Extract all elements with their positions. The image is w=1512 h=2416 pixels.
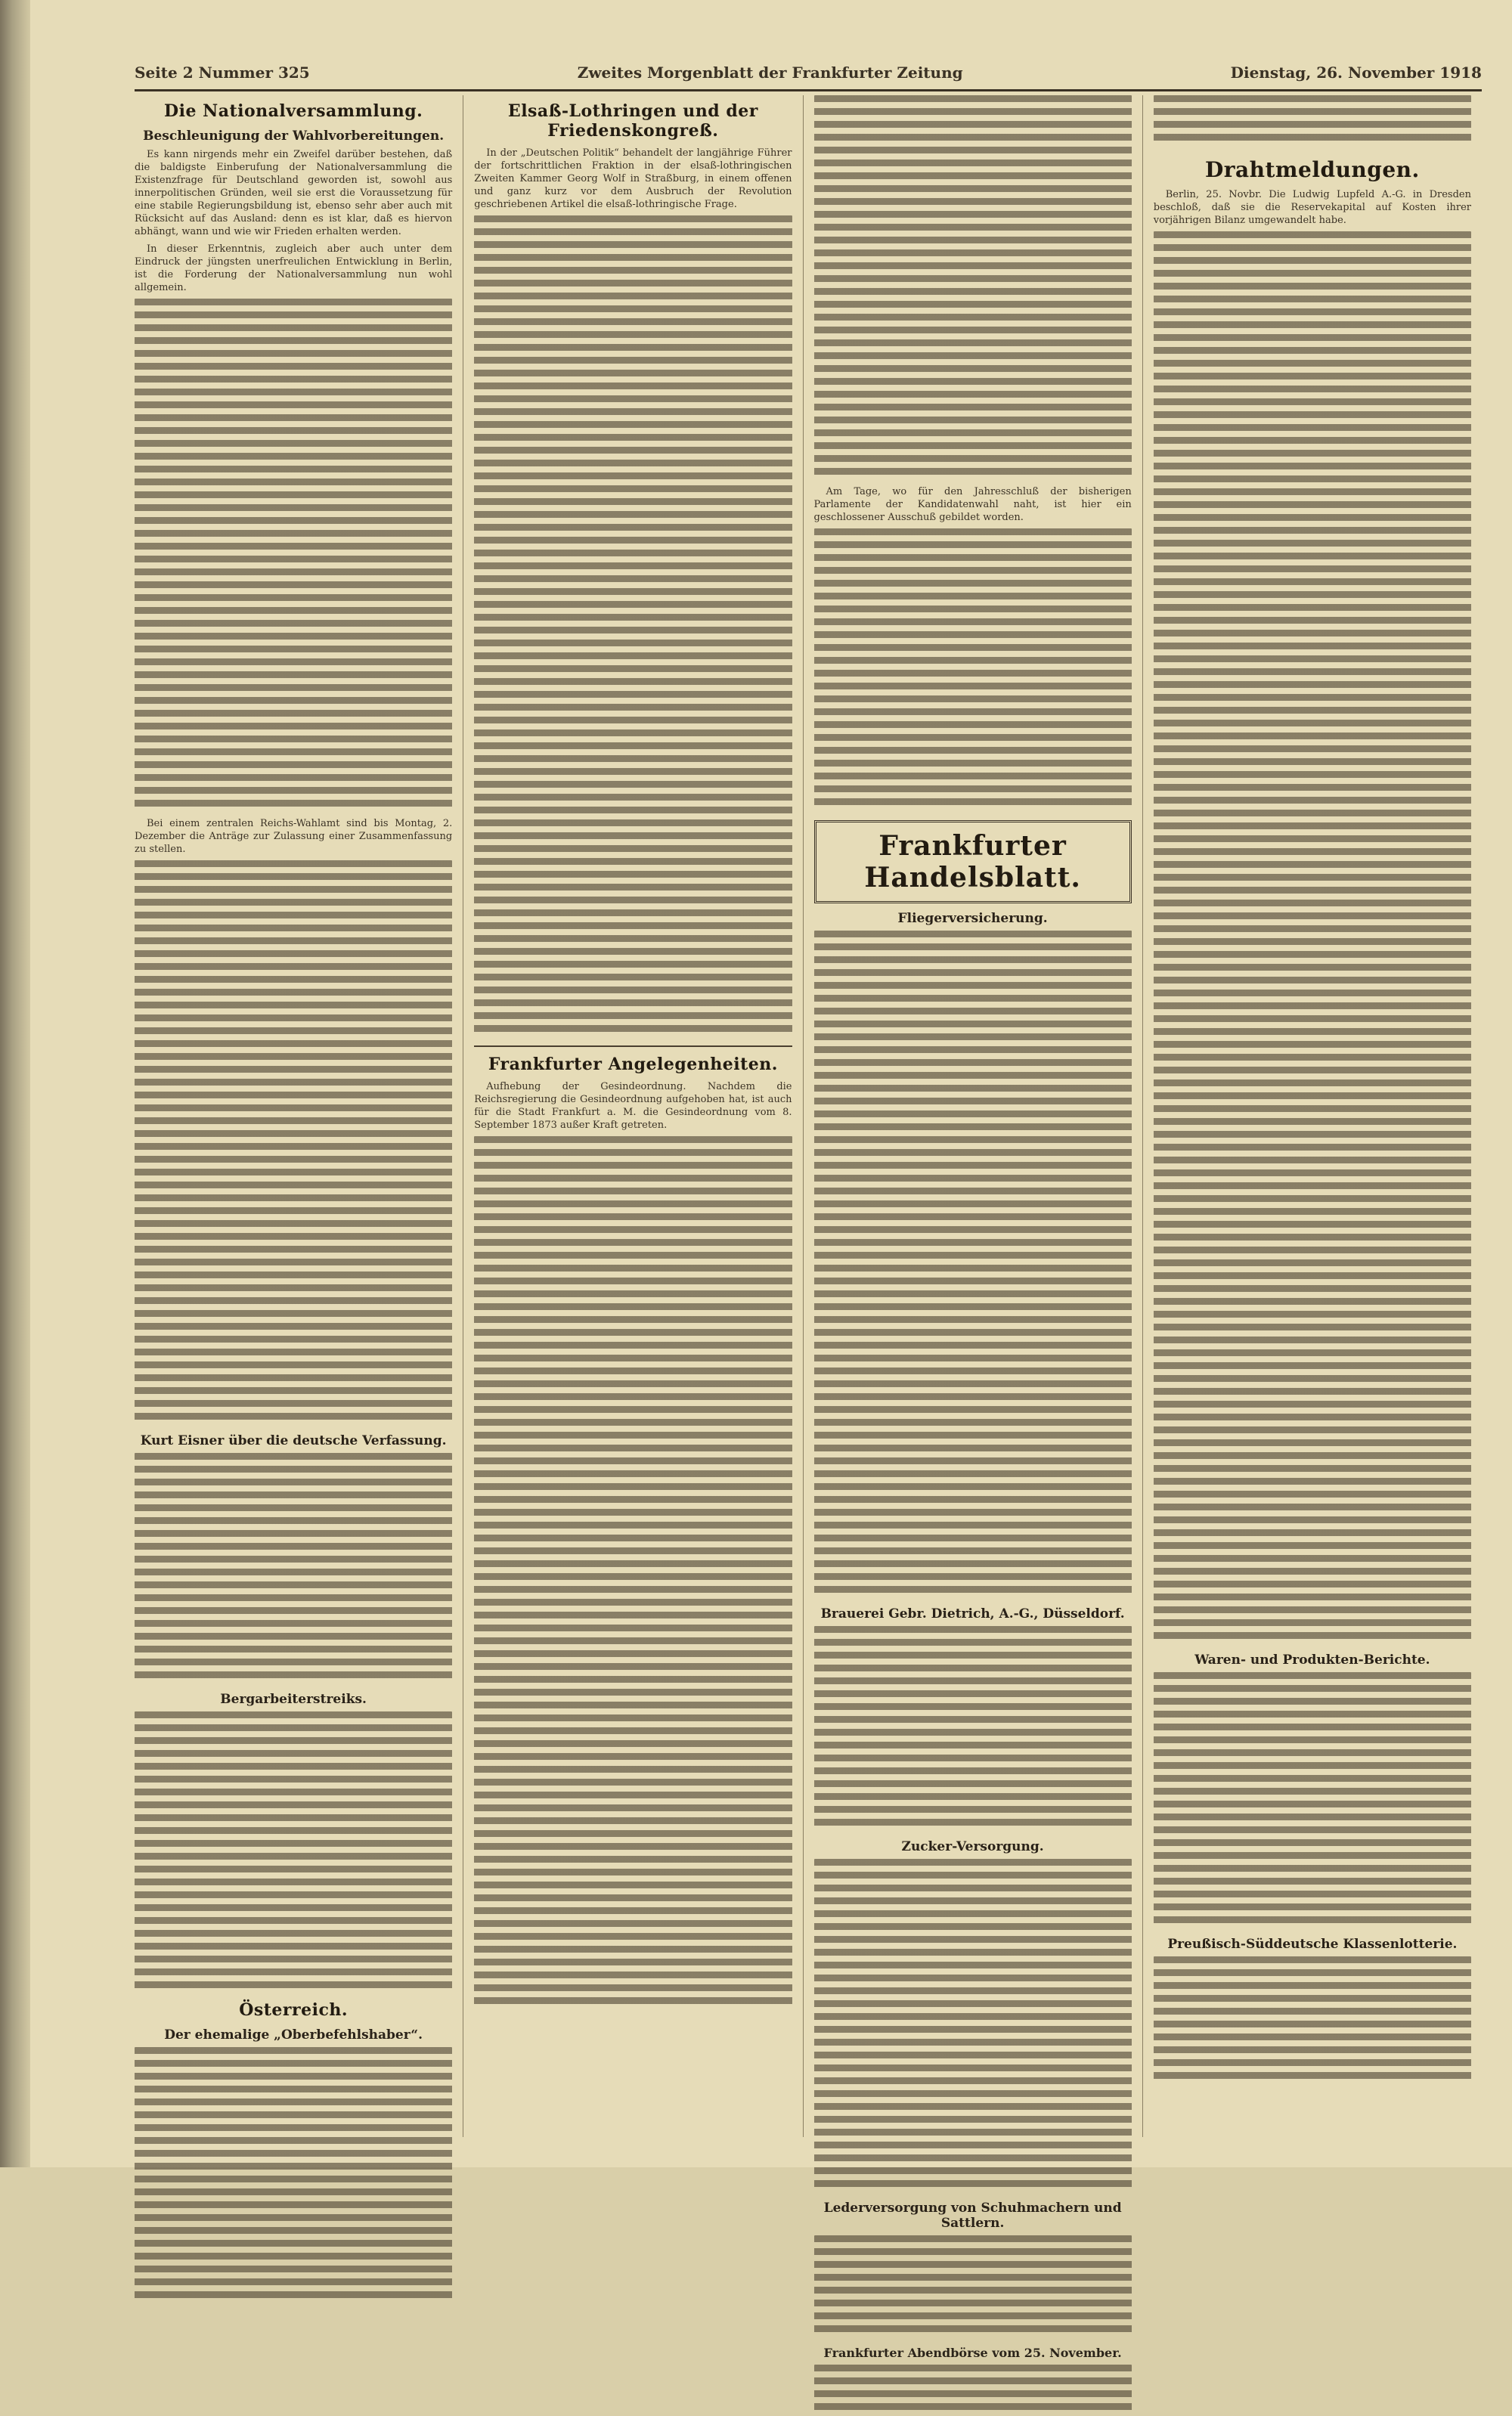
section-divider bbox=[474, 1045, 792, 1047]
text-block bbox=[814, 95, 1132, 481]
article-paragraph: Berlin, 25. Novbr. Die Ludwig Lupfeld A.-G. in Dresden beschloß, daß sie die Reservekapital auf Kosten ihrer vorjährigen Bilanz umgewandelt habe. bbox=[1153, 189, 1471, 226]
section-banner: Frankfurter Handelsblatt. bbox=[814, 820, 1132, 903]
text-block bbox=[474, 1136, 792, 2010]
article-paragraph: In dieser Erkenntnis, zugleich aber auch unter dem Eindruck der jüngsten unerfreulichen Entwicklung in Berlin, ist die Forderung der Nationalversammlung nun wohl allgemein. bbox=[135, 243, 453, 293]
section-subheading: Kurt Eisner über die deutsche Verfassung. bbox=[140, 1433, 447, 1448]
section-subheading: Beschleunigung der Wahlvorbereitungen. bbox=[143, 129, 445, 144]
section-subheading: Zucker-Versorgung. bbox=[901, 1839, 1044, 1854]
article-paragraph: Es kann nirgends mehr ein Zweifel darüber bestehen, daß die baldigste Einberufung der Nationalversammlung die Existenzfrage für Deutschland geworden ist, sowohl aus innerpolitischen Gründen, weil sie erst die Voraussetzung für eine stabile Regierungsbildung ist, ebenso sehr aber auch mit Rücksicht auf das Ausland: denn es ist klar, daß es hiervon abhängt, wann und wie wir Frieden erhalten werden. bbox=[135, 149, 453, 237]
section-heading: Elsaß-Lothringen und der Friedenskongreß. bbox=[507, 101, 758, 141]
text-block bbox=[135, 1711, 452, 1994]
text-block bbox=[474, 215, 792, 1038]
text-block bbox=[814, 931, 1132, 1599]
text-block bbox=[814, 2365, 1132, 2416]
header-page-number: Seite 2 Nummer 325 bbox=[135, 63, 310, 82]
text-block bbox=[814, 528, 1132, 811]
section-heading: Die Nationalversammlung. bbox=[164, 101, 423, 121]
text-block bbox=[814, 1859, 1132, 2193]
text-block bbox=[1154, 231, 1471, 1645]
text-block bbox=[1154, 1956, 1471, 2085]
column-1 bbox=[135, 95, 463, 2137]
text-block bbox=[135, 299, 452, 813]
section-subheading: Fliegerversicherung. bbox=[897, 911, 1048, 926]
text-block bbox=[814, 1626, 1132, 1832]
header-date: Dienstag, 26. November 1918 bbox=[1230, 63, 1482, 82]
section-heading: Österreich. bbox=[239, 2000, 349, 2020]
section-subheading: Lederversorgung von Schuhmachern und Sattlern. bbox=[823, 2201, 1122, 2231]
article-paragraph: In der „Deutschen Politik“ behandelt der langjährige Führer der fortschrittlichen Fraktion in der elsaß-lothringischen Zweiten Kammer Georg Wolf in Straßburg, in einem offenen und ganz kurz vor dem Ausbruch der Revolution geschriebenen Artikel die elsaß-lothringische Frage. bbox=[474, 147, 792, 210]
text-block bbox=[135, 1453, 452, 1684]
text-block bbox=[814, 2235, 1132, 2338]
column-2 bbox=[463, 95, 802, 2137]
section-heading: Drahtmeldungen. bbox=[1204, 157, 1420, 182]
text-block bbox=[1154, 95, 1471, 147]
article-paragraph: Am Tage, wo für den Jahresschluß der bisherigen Parlamente der Kandidatenwahl naht, ist hier ein geschlossener Ausschuß gebildet worden. bbox=[813, 486, 1132, 523]
text-block bbox=[1154, 1672, 1471, 1929]
section-subheading: Der ehemalige „Oberbefehlshaber“. bbox=[164, 2027, 423, 2043]
header-rule bbox=[135, 89, 1482, 91]
section-note: Frankfurter Abendbörse vom 25. November. bbox=[823, 2346, 1122, 2360]
section-subheading: Waren- und Produkten-Berichte. bbox=[1194, 1652, 1430, 1668]
article-paragraph: Aufhebung der Gesindeordnung. Nachdem die Reichsregierung die Gesindeordnung aufgehoben hat, ist auch für die Stadt Frankfurt a. M. die Gesindeordnung vom 8. September 1873 außer Kraft getreten. bbox=[474, 1081, 792, 1131]
page-binding-shadow bbox=[0, 0, 30, 2167]
column-4 bbox=[1142, 95, 1482, 2137]
section-subheading: Brauerei Gebr. Dietrich, A.-G., Düsseldorf. bbox=[820, 1606, 1125, 1622]
section-heading: Frankfurter Angelegenheiten. bbox=[488, 1055, 778, 1074]
section-subheading: Bergarbeiterstreiks. bbox=[220, 1692, 367, 1707]
columns bbox=[135, 95, 1482, 2360]
section-subheading: Preußisch-Süddeutsche Klassenlotterie. bbox=[1167, 1937, 1458, 1952]
header-masthead: Zweites Morgenblatt der Frankfurter Zeitung bbox=[577, 63, 963, 82]
column-3 bbox=[803, 95, 1142, 2360]
text-block bbox=[135, 2047, 452, 2304]
text-block bbox=[135, 860, 452, 1426]
article-paragraph: Bei einem zentralen Reichs-Wahlamt sind bis Montag, 2. Dezember die Anträge zur Zulassung einer Zusammenfassung zu stellen. bbox=[135, 818, 453, 855]
page-header bbox=[135, 63, 1482, 89]
